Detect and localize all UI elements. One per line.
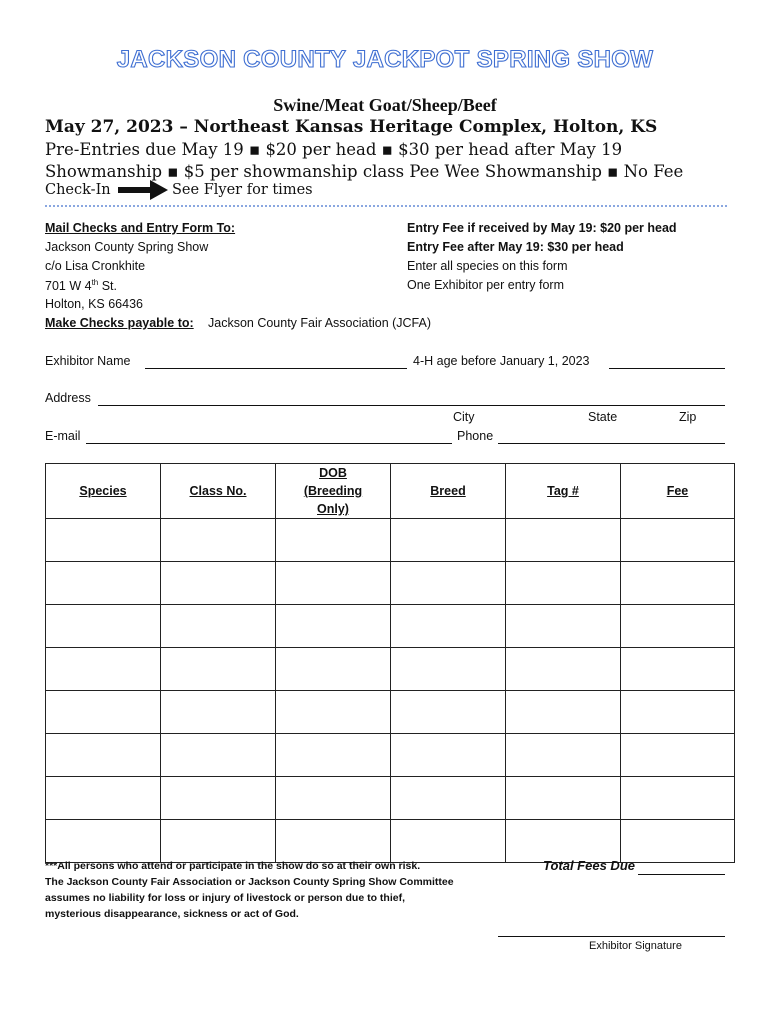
- table-row: [46, 519, 735, 562]
- disclaimer-line-1: ***All persons who attend or participate in the show do so at their own risk.: [45, 860, 421, 872]
- header-species: Species: [46, 464, 161, 519]
- disclaimer-line-3: assumes no liability for loss or injury of livestock or person due to thief,: [45, 892, 405, 904]
- page-title: JACKSON COUNTY JACKPOT SPRING SHOW: [116, 46, 654, 73]
- table-row: [46, 605, 735, 648]
- zip-label: Zip: [679, 410, 697, 424]
- exhibitor-name-field[interactable]: [145, 368, 407, 369]
- fee-line-3: Enter all species on this form: [407, 259, 568, 273]
- table-cell[interactable]: [161, 605, 276, 648]
- table-cell[interactable]: [621, 562, 735, 605]
- mail-line-1: Jackson County Spring Show: [45, 240, 209, 254]
- disclaimer-line-4: mysterious disappearance, sickness or act of God.: [45, 908, 299, 920]
- table-cell[interactable]: [276, 777, 391, 820]
- phone-label: Phone: [457, 429, 494, 443]
- mail-street-pre: 701 W 4: [45, 279, 92, 294]
- table-cell[interactable]: [621, 777, 735, 820]
- table-row: [46, 777, 735, 820]
- table-cell[interactable]: [161, 691, 276, 734]
- mail-line-2: c/o Lisa Cronkhite: [45, 259, 146, 273]
- fee-line-2: Entry Fee after May 19: $30 per head: [407, 240, 624, 254]
- table-cell[interactable]: [276, 605, 391, 648]
- table-cell[interactable]: [276, 691, 391, 734]
- entry-table: [45, 463, 735, 863]
- showmanship-line: Showmanship ▪ $5 per showmanship class Pee Wee Showmanship ▪ No Fee: [45, 162, 684, 181]
- mail-street-post: St.: [98, 279, 117, 294]
- phone-field[interactable]: [498, 443, 725, 444]
- table-cell[interactable]: [621, 605, 735, 648]
- table-cell[interactable]: [46, 820, 161, 863]
- table-cell[interactable]: [506, 691, 621, 734]
- table-row: [46, 562, 735, 605]
- table-cell[interactable]: [391, 691, 506, 734]
- table-cell[interactable]: [621, 820, 735, 863]
- table-cell[interactable]: [161, 734, 276, 777]
- table-cell[interactable]: [46, 519, 161, 562]
- header-class-no: Class No.: [161, 464, 276, 519]
- exhibitor-name-label: Exhibitor Name: [45, 354, 131, 368]
- payable-value: Jackson County Fair Association (JCFA): [208, 316, 431, 330]
- date-location: May 27, 2023 – Northeast Kansas Heritage Complex, Holton, KS: [45, 117, 658, 137]
- city-label: City: [453, 410, 475, 424]
- table-cell[interactable]: [391, 562, 506, 605]
- table-cell[interactable]: [276, 734, 391, 777]
- table-cell[interactable]: [46, 734, 161, 777]
- table-cell[interactable]: [276, 648, 391, 691]
- table-cell[interactable]: [391, 519, 506, 562]
- checkin-text: See Flyer for times: [172, 182, 313, 198]
- table-cell[interactable]: [161, 562, 276, 605]
- right-arrow-icon: [118, 180, 168, 200]
- table-cell[interactable]: [621, 648, 735, 691]
- table-row: [46, 820, 735, 863]
- age-field[interactable]: [609, 368, 725, 369]
- fee-line-4: One Exhibitor per entry form: [407, 278, 565, 292]
- header-breed: Breed: [391, 464, 506, 519]
- total-fees-label: Total Fees Due: [543, 858, 635, 873]
- table-cell[interactable]: [506, 605, 621, 648]
- dotted-divider: [45, 205, 727, 207]
- header-dob: DOB (Breeding Only): [276, 464, 391, 519]
- table-cell[interactable]: [506, 562, 621, 605]
- header-tag: Tag #: [506, 464, 621, 519]
- table-row: [46, 691, 735, 734]
- fee-line-1: Entry Fee if received by May 19: $20 per head: [407, 221, 677, 235]
- payable-label: Make Checks payable to:: [45, 316, 194, 330]
- table-cell[interactable]: [391, 734, 506, 777]
- signature-line[interactable]: [498, 936, 725, 937]
- table-cell[interactable]: [506, 519, 621, 562]
- table-cell[interactable]: [621, 734, 735, 777]
- table-cell[interactable]: [506, 734, 621, 777]
- table-cell[interactable]: [276, 562, 391, 605]
- email-field[interactable]: [86, 443, 452, 444]
- table-cell[interactable]: [161, 777, 276, 820]
- table-row: [46, 734, 735, 777]
- table-row: [46, 648, 735, 691]
- table-header-row: [46, 464, 735, 519]
- table-cell[interactable]: [276, 820, 391, 863]
- age-label: 4-H age before January 1, 2023: [413, 354, 590, 368]
- mail-line-4: Holton, KS 66436: [45, 297, 143, 311]
- table-cell[interactable]: [161, 648, 276, 691]
- table-cell[interactable]: [506, 777, 621, 820]
- table-cell[interactable]: [621, 691, 735, 734]
- liability-disclaimer: [45, 858, 475, 922]
- table-cell[interactable]: [161, 820, 276, 863]
- mail-heading: Mail Checks and Entry Form To:: [45, 221, 236, 235]
- mail-line-3: [45, 278, 117, 293]
- address-field[interactable]: [98, 405, 725, 406]
- table-cell[interactable]: [391, 820, 506, 863]
- header-fee: Fee: [621, 464, 735, 519]
- total-fees-field[interactable]: [638, 874, 725, 875]
- checkin-label: Check-In: [45, 182, 111, 198]
- state-label: State: [588, 410, 618, 424]
- table-cell[interactable]: [161, 519, 276, 562]
- table-cell[interactable]: [391, 605, 506, 648]
- disclaimer-line-2: The Jackson County Fair Association or Jackson County Spring Show Committee: [45, 876, 454, 888]
- table-cell[interactable]: [46, 777, 161, 820]
- table-cell[interactable]: [46, 691, 161, 734]
- species-subtitle: Swine/Meat Goat/Sheep/Beef: [273, 95, 497, 115]
- address-label: Address: [45, 391, 91, 405]
- table-cell[interactable]: [46, 605, 161, 648]
- email-label: E-mail: [45, 429, 81, 443]
- mail-street-sup: th: [91, 278, 99, 287]
- table-cell[interactable]: [506, 648, 621, 691]
- table-cell[interactable]: [391, 777, 506, 820]
- table-cell[interactable]: [46, 562, 161, 605]
- table-cell[interactable]: [276, 519, 391, 562]
- table-cell[interactable]: [391, 648, 506, 691]
- signature-label: Exhibitor Signature: [589, 940, 682, 952]
- table-cell[interactable]: [46, 648, 161, 691]
- table-cell[interactable]: [621, 519, 735, 562]
- pre-entries-line: Pre-Entries due May 19 ▪ $20 per head ▪ $30 per head after May 19: [45, 140, 623, 159]
- table-cell[interactable]: [506, 820, 621, 863]
